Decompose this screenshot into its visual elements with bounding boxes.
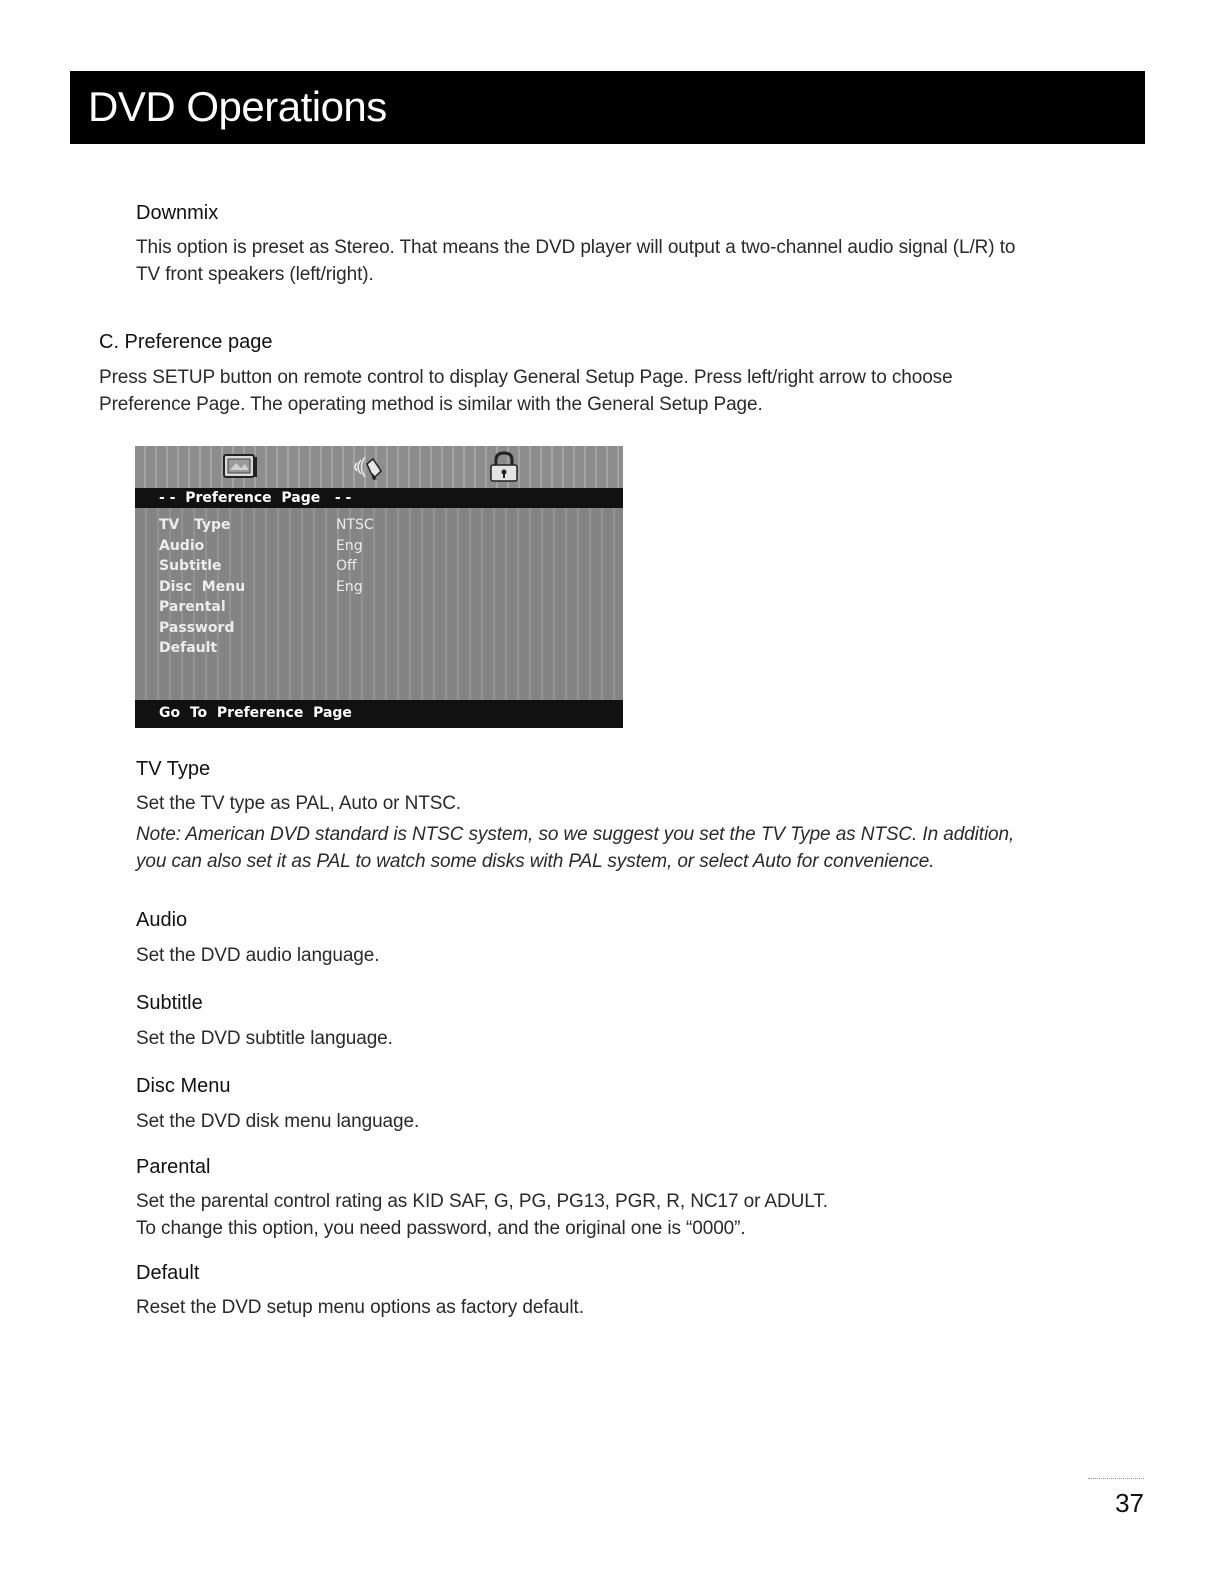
osd-value-tv-type: NTSC [336, 517, 374, 533]
preference-section-text-line-1: Press SETUP button on remote control to display General Setup Page. Press left/right arrow to choose [99, 367, 953, 388]
disc-menu-text: Set the DVD disk menu language. [136, 1111, 420, 1132]
subtitle-text: Set the DVD subtitle language. [136, 1028, 393, 1049]
tv-type-note-line-2: you can also set it as PAL to watch some disks with PAL system, or select Auto for convenience. [136, 851, 935, 872]
preference-section-heading: C. Preference page [99, 331, 273, 353]
preference-section-text-line-2: Preference Page. The operating method is similar with the General Setup Page. [99, 394, 763, 415]
parental-text-line-2: To change this option, you need password, and the original one is “0000”. [136, 1218, 746, 1239]
subtitle-heading: Subtitle [136, 992, 203, 1014]
header-bar [70, 71, 1145, 144]
audio-text: Set the DVD audio language. [136, 945, 380, 966]
tv-type-note-line-1: Note: American DVD standard is NTSC system, so we suggest you set the TV Type as NTSC. In addition, [136, 824, 1015, 845]
osd-value-subtitle: Off [336, 558, 357, 574]
tv-type-text: Set the TV type as PAL, Auto or NTSC. [136, 793, 462, 814]
downmix-text-line-1: This option is preset as Stereo. That means the DVD player will output a two-channel audio signal (L/R) to [136, 237, 1016, 258]
tv-screen-icon [221, 451, 259, 483]
osd-item-parental: Parental [159, 599, 226, 615]
default-heading: Default [136, 1262, 200, 1284]
osd-value-audio: Eng [336, 538, 363, 554]
audio-heading: Audio [136, 909, 188, 931]
osd-value-disc-menu: Eng [336, 579, 363, 595]
page-number-rule [1088, 1478, 1144, 1479]
osd-icon-row [135, 446, 623, 488]
osd-item-audio: Audio [159, 538, 205, 554]
default-text: Reset the DVD setup menu options as factory default. [136, 1297, 584, 1318]
downmix-text-line-2: TV front speakers (left/right). [136, 264, 374, 285]
osd-menu-list [135, 508, 623, 700]
osd-footer-bar [135, 700, 623, 728]
downmix-heading: Downmix [136, 202, 219, 224]
osd-item-disc-menu: Disc Menu [159, 579, 246, 595]
osd-title-bar [135, 488, 623, 508]
page-number: 37 [1115, 1488, 1144, 1518]
tv-type-heading: TV Type [136, 758, 211, 780]
disc-menu-heading: Disc Menu [136, 1075, 231, 1097]
parental-text-line-1: Set the parental control rating as KID SAF, G, PG, PG13, PGR, R, NC17 or ADULT. [136, 1191, 828, 1212]
osd-item-password: Password [159, 620, 235, 636]
osd-item-tv-type: TV Type [159, 517, 231, 533]
preference-page-screenshot [135, 446, 623, 728]
osd-footer-text: Go To Preference Page [159, 705, 352, 721]
osd-item-subtitle: Subtitle [159, 558, 222, 574]
parental-heading: Parental [136, 1156, 211, 1178]
lock-icon [485, 451, 523, 483]
page-title: DVD Operations [88, 83, 387, 130]
speaker-icon [349, 451, 387, 483]
osd-item-default: Default [159, 640, 218, 656]
osd-title: - - Preference Page - - [159, 490, 352, 506]
